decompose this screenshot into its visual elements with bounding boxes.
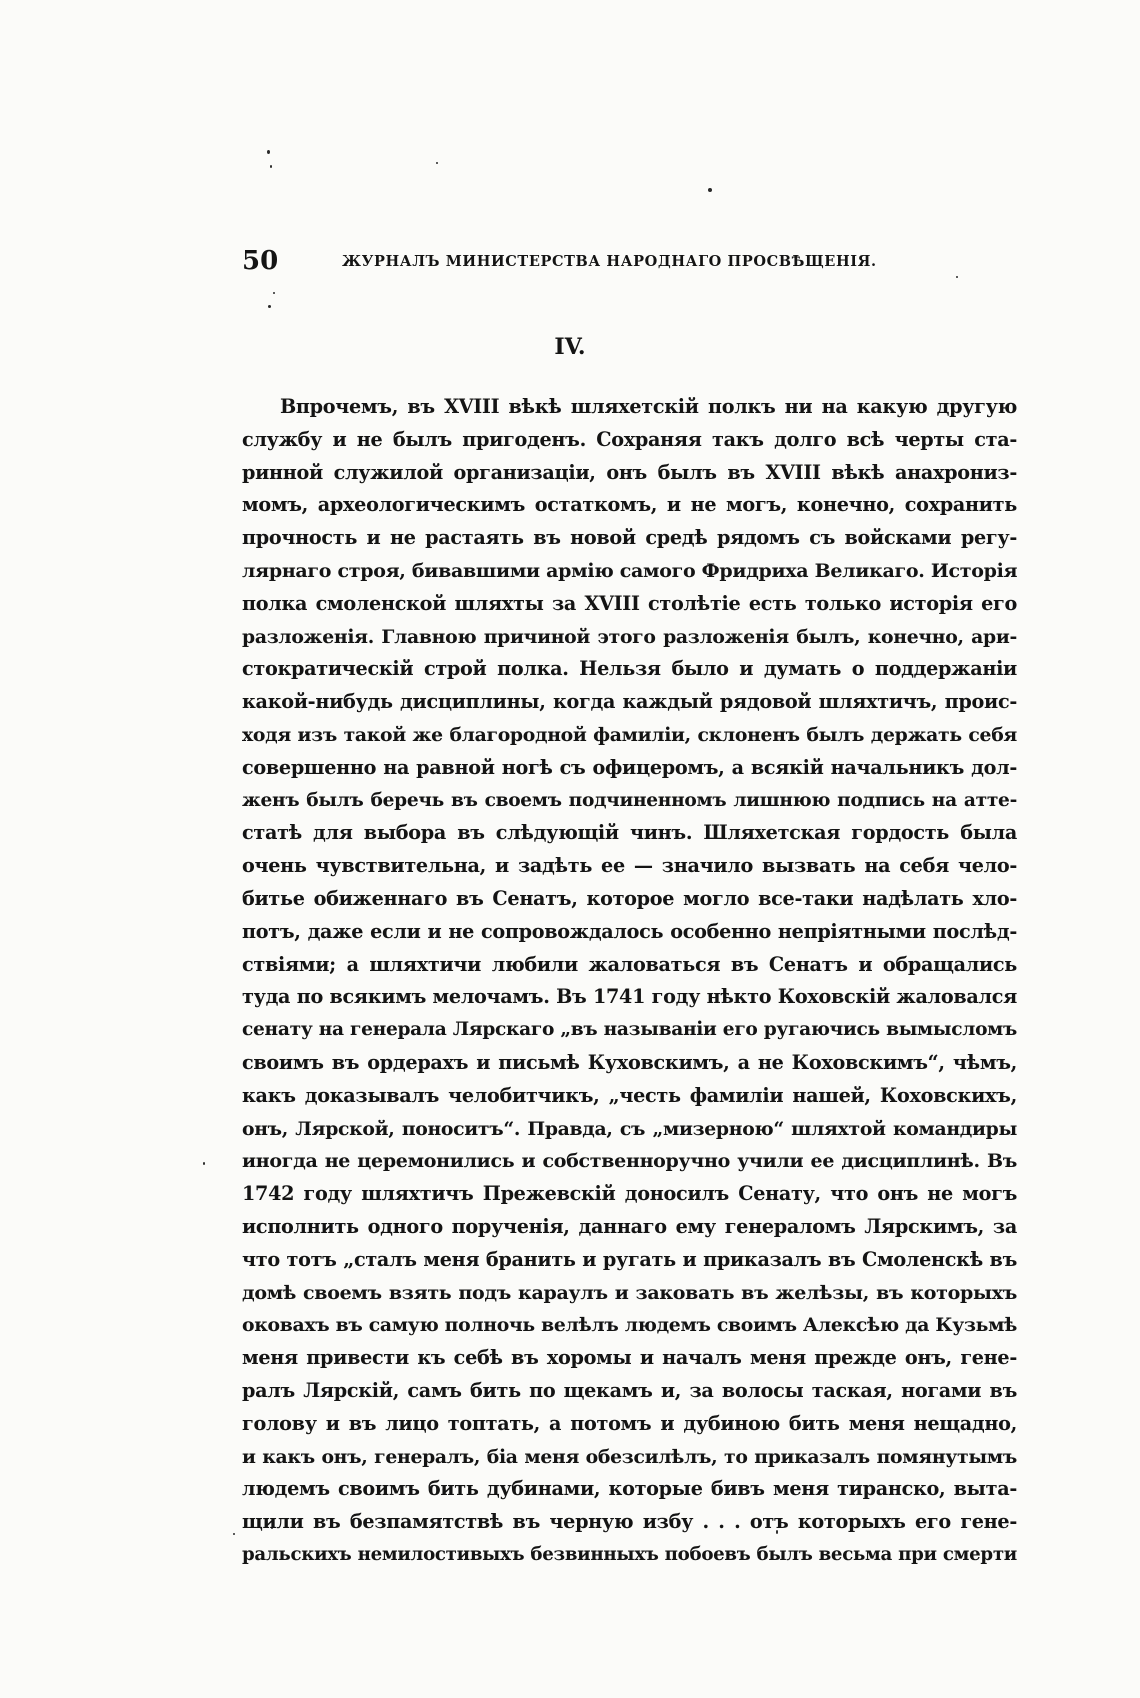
text-line: что тотъ „сталъ меня бранить и ругать и приказалъ въ Смоленскѣ въ (242, 1247, 1017, 1271)
text-line: битье обиженнаго въ Сенатъ, которое могло все-таки надѣлать хло- (242, 886, 1017, 910)
text-line: ходя изъ такой же благородной фамиліи, склоненъ былъ держать себя (242, 723, 1017, 746)
text-line: иногда не церемонились и собственноручно учили ее дисциплинѣ. Въ (242, 1150, 1017, 1173)
text-line: статѣ для выбора въ слѣдующій чинъ. Шляхетская гордость была (242, 821, 1017, 845)
running-head (242, 245, 922, 285)
text-line: 1742 году шляхтичъ Прежевскій доносилъ Сенату, что онъ не могъ (242, 1182, 1017, 1206)
text-line: момъ, археологическимъ остаткомъ, и не могъ, конечно, сохранить (242, 493, 1017, 517)
text-line: ринной служилой организаціи, онъ былъ въ XVIII вѣкѣ анахрониз- (242, 460, 1017, 484)
text-line: и какъ онъ, генералъ, біа меня обезсилѣлъ, то приказалъ помянутымъ (242, 1445, 1017, 1468)
scan-speck (233, 1533, 235, 1535)
text-line: совершенно на равной ногѣ съ офицеромъ, а всякій начальникъ дол- (242, 755, 1017, 779)
text-line: ствіями; а шляхтичи любили жаловаться въ Сенатъ и обращались (242, 952, 1017, 976)
text-line: очень чувствительна, и задѣть ее — значило вызвать на себя чело- (242, 854, 1017, 878)
text-line: сенату на генерала Лярскаго „въ называніи его ругаючись вымысломъ (242, 1019, 1017, 1041)
text-line: онъ, Лярской, поноситъ“. Правда, съ „мизерною“ шляхтой командиры (242, 1117, 1017, 1140)
text-line: щили въ безпамятствѣ въ черную избу . . . отъ которыхъ его гене- (242, 1510, 1017, 1534)
text-line: службу и не былъ пригоденъ. Сохраняя такъ долго всѣ черты ста- (242, 427, 1017, 451)
text-line: ральскихъ немилостивыхъ безвинныхъ побоевъ былъ весьма при смерти (242, 1543, 1017, 1565)
scan-speck (268, 305, 271, 308)
text-line: своимъ въ ордерахъ и письмѣ Куховскимъ, а не Коховскимъ“, чѣмъ, (242, 1050, 1017, 1074)
text-line: меня привести къ себѣ въ хоромы и началъ меня прежде онъ, гене- (242, 1346, 1017, 1370)
text-line: оковахъ въ самую полночь велѣлъ людемъ своимъ Алексѣю да Кузьмѣ (242, 1314, 1017, 1337)
text-line: прочность и не растаять въ новой средѣ рядомъ съ войсками регу- (242, 526, 1017, 550)
text-line: какой-нибудь дисциплины, когда каждый рядовой шляхтичъ, проис- (242, 690, 1017, 714)
journal-title: ЖУРНАЛЪ МИНИСТЕРСТВА НАРОДНАГО ПРОСВѢЩЕНІЯ. (342, 253, 877, 270)
text-line: женъ былъ беречь въ своемъ подчиненномъ лишнюю подпись на аттe- (242, 789, 1017, 811)
text-line: туда по всякимъ мелочамъ. Въ 1741 году нѣкто Коховскій жаловался (242, 985, 1017, 1009)
page-number: 50 (242, 246, 279, 276)
body-paragraph (242, 391, 1017, 1572)
scan-speck (267, 150, 270, 154)
text-line: исполнить одного порученія, даннаго ему генераломъ Лярскимъ, за (242, 1214, 1017, 1238)
text-line: стократическій строй полка. Нельзя было и думать о поддержаніи (242, 657, 1017, 681)
scan-speck (203, 1162, 205, 1165)
scan-speck (708, 188, 712, 192)
text-line: лярнаго строя, бивавшими армію самого Фридриха Великаго. Исторія (242, 559, 1018, 582)
text-line: домѣ своемъ взять подъ караулъ и заковать въ желѣзы, въ которыхъ (242, 1281, 1017, 1304)
section-heading: IV. (554, 334, 586, 360)
text-line: голову и въ лицо топтать, а потомъ и дубиною бить меня нещадно, (242, 1411, 1017, 1435)
scan-speck (956, 276, 958, 278)
text-line: людемъ своимъ бить дубинами, которые бивъ меня тиранско, выта- (242, 1477, 1017, 1501)
text-line: ралъ Лярскій, самъ бить по щекамъ и, за волосы таская, ногами въ (242, 1378, 1017, 1402)
scan-speck (273, 292, 275, 294)
text-line: разложенія. Главною причиной этого разложенія былъ, конечно, ари- (242, 625, 1017, 648)
text-line: Впрочемъ, въ XVIII вѣкѣ шляхетскій полкъ ни на какую другую (280, 395, 1017, 418)
text-line: какъ доказывалъ челобитчикъ, „честь фамиліи нашей, Коховскихъ, (242, 1083, 1017, 1107)
text-line: полка смоленской шляхты за XVIII столѣтіе есть только исторія его (242, 591, 1017, 615)
scan-speck (436, 162, 438, 164)
scan-speck (270, 165, 272, 168)
text-line: потъ, даже если и не сопровождалось особенно непріятными послѣд- (242, 919, 1017, 943)
